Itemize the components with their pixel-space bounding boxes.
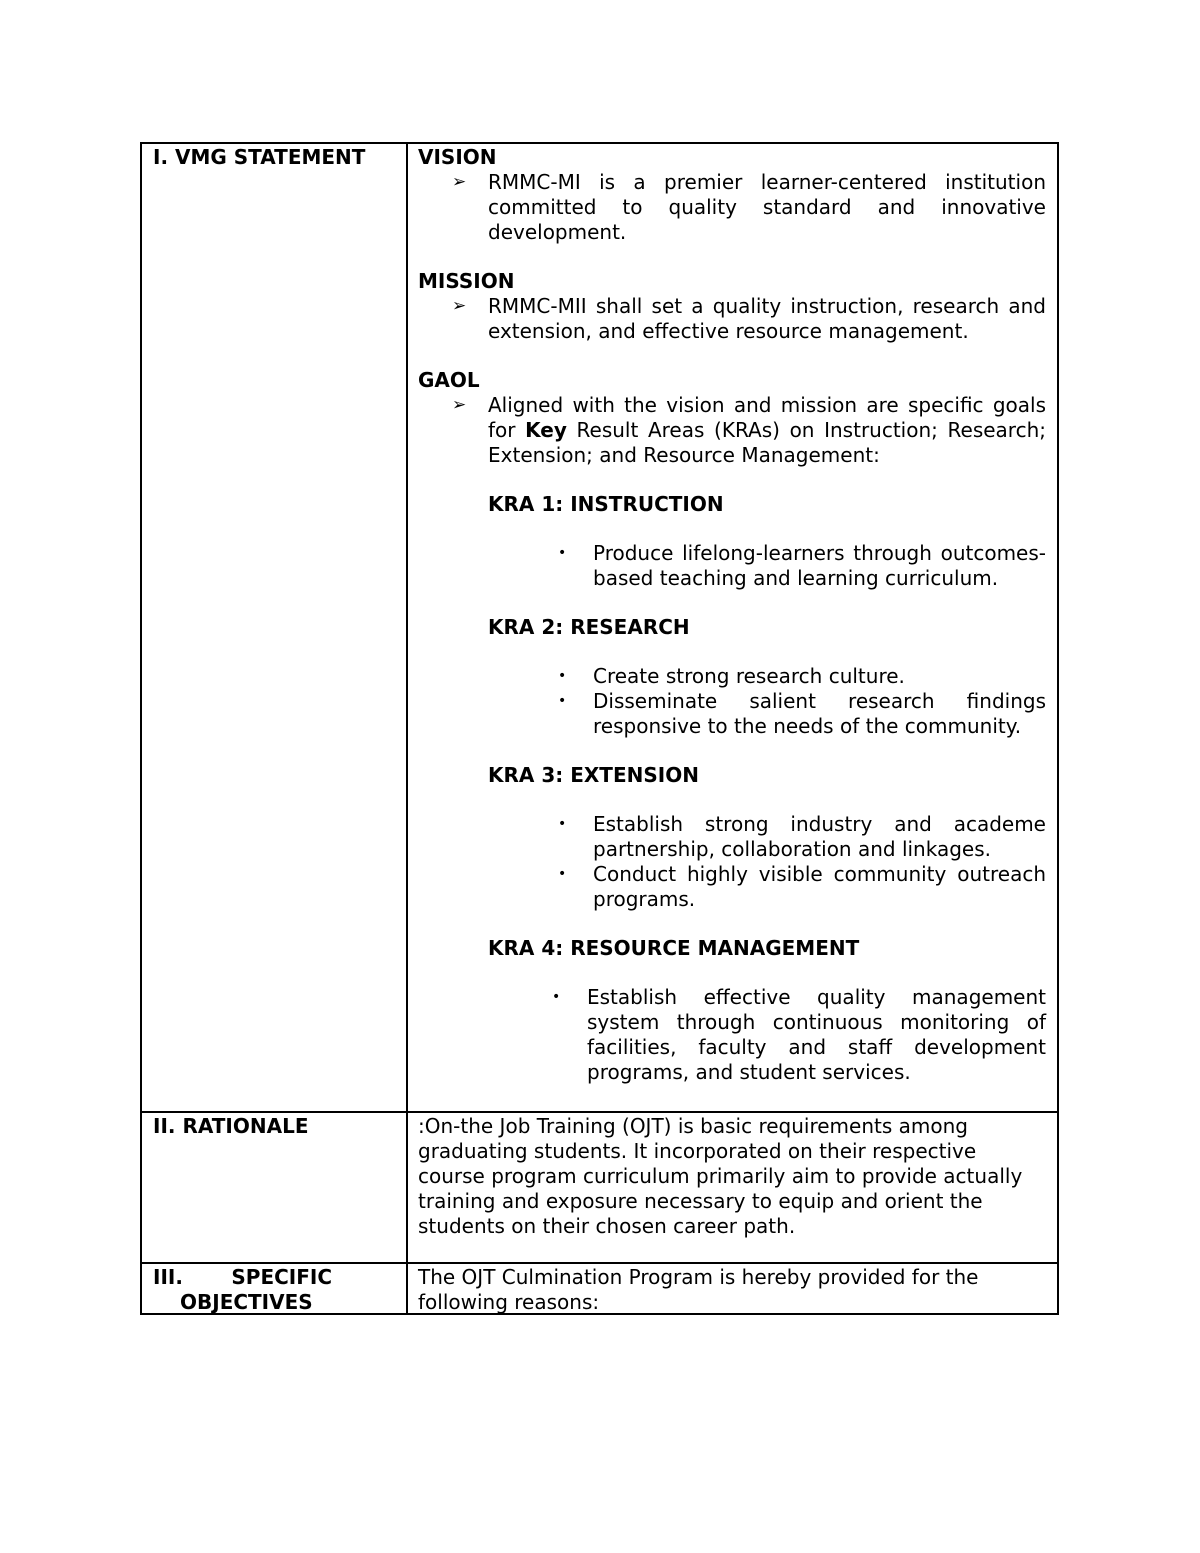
rationale-label: II. RATIONALE [153,1114,309,1138]
rationale-label-cell [141,1112,407,1263]
goal-item [452,393,1046,468]
bullet-icon: • [558,693,567,709]
kra-4-list [418,985,1046,1085]
objectives-content-cell [407,1263,1058,1314]
kra-3-title: KRA 3: EXTENSION [488,763,699,787]
row-vmg-statement [141,143,1058,1112]
bullet-icon: • [552,989,561,1005]
arrow-bullet-icon: ➢ [452,395,467,415]
arrow-bullet-icon: ➢ [452,296,467,316]
rationale-content-cell [407,1112,1058,1263]
vmg-content-cell [407,143,1058,1112]
rationale-text: :On-the Job Training (OJT) is basic requirements among graduating students. It incorporated on their respective course program curriculum primarily aim to provide actually training and exposure necessary to equip and orient the students on their chosen career path. [418,1114,1023,1238]
vmg-label: I. VMG STATEMENT [153,145,366,169]
objectives-label-cell [141,1263,407,1314]
objectives-text: The OJT Culmination Program is hereby provided for the following reasons: [418,1265,979,1314]
row-specific-objectives [141,1263,1058,1314]
mission-item [452,294,1046,344]
kra-2-list [418,664,1046,739]
list-item: • Establish strong industry and academe partnership, collaboration and linkages. [418,812,1046,862]
vision-heading: VISION [418,145,497,169]
objectives-label: III. SPECIFIC OBJECTIVES [153,1265,332,1314]
kra-1-list [418,541,1046,591]
vision-item [452,170,1046,245]
kra-3-list [418,812,1046,912]
list-item: • Create strong research culture. [418,664,1046,689]
bullet-icon: • [558,866,567,882]
arrow-bullet-icon: ➢ [452,172,467,192]
vmg-label-cell [141,143,407,1112]
kra-2-title: KRA 2: RESEARCH [488,615,690,639]
list-item: • Conduct highly visible community outreach programs. [418,862,1046,912]
mission-text: RMMC-MII shall set a quality instruction, research and extension, and effective resource management. [488,294,1046,343]
row-rationale [141,1112,1058,1263]
bullet-icon: • [558,545,567,561]
goal-text: Aligned with the vision and mission are specific goals for Key Result Areas (KRAs) on Instruction; Research; Extension; and Resource Management: [488,393,1047,467]
list-item: • Establish effective quality management system through continuous monitoring of facilities, faculty and staff development programs, and student services. [418,985,1046,1085]
mission-heading: MISSION [418,269,515,293]
bullet-icon: • [558,816,567,832]
kra-4-title: KRA 4: RESOURCE MANAGEMENT [488,936,860,960]
list-item: • Produce lifelong-learners through outcomes-based teaching and learning curriculum. [418,541,1046,591]
vmg-table [140,142,1059,1315]
goal-heading: GAOL [418,368,480,392]
bullet-icon: • [558,668,567,684]
kra-1-title: KRA 1: INSTRUCTION [488,492,724,516]
vision-text: RMMC-MI is a premier learner-centered institution committed to quality standard and innovative development. [488,170,1046,244]
list-item: • Disseminate salient research findings responsive to the needs of the community. [418,689,1046,739]
